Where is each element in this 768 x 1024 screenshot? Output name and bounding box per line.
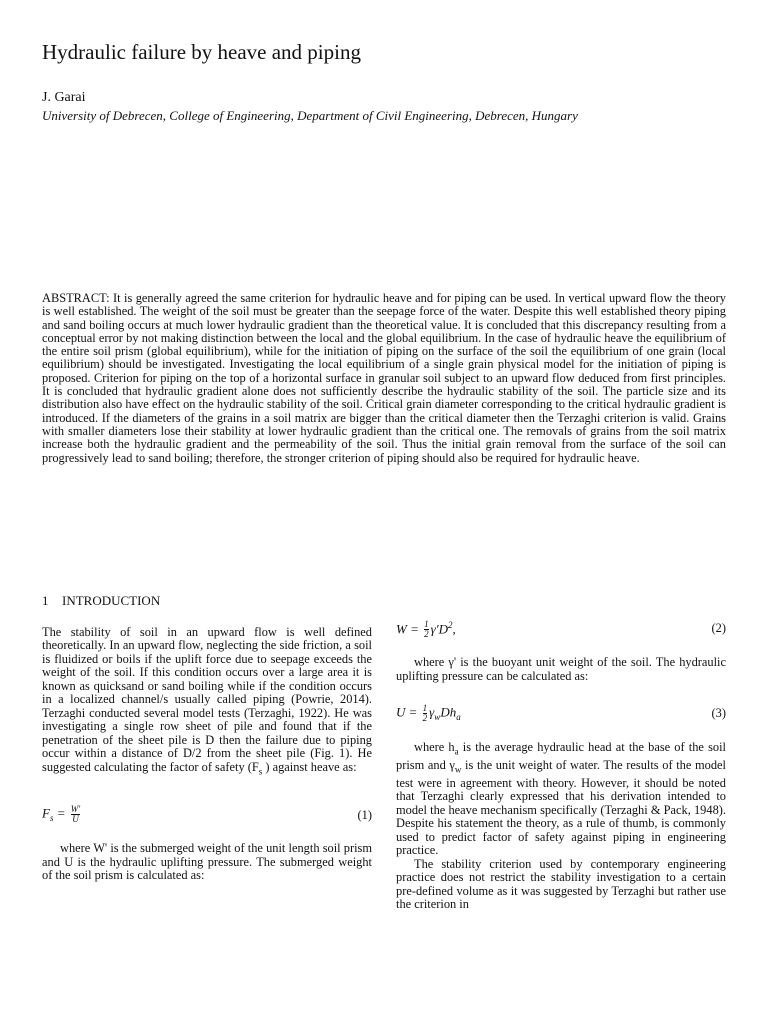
equation-2-label: (2) [711, 621, 726, 636]
equation-3-fraction: $\frac{1}{2}$ [422, 702, 428, 723]
section-title: INTRODUCTION [62, 593, 161, 608]
author-affiliation: University of Debrecen, College of Engineering, Department of Civil Engineering, Debrecen, Hungary [42, 108, 578, 123]
right-paragraph-3: The stability criterion used by contemporary engineering practice does not restrict the stability investigation to a certain pre-defined volume as it was suggested by Terzaghi but rather use the criterion in [396, 856, 726, 912]
right-paragraph-1: where γ' is the buoyant unit weight of the soil. The hydraulic uplifting pressure can be calculated as: [396, 655, 726, 683]
intro-paragraph-2: where W' is the submerged weight of the unit length soil prism and U is the hydraulic uplifting pressure. The submerged weight of the soil prism is calculated as: [42, 841, 372, 883]
equation-2-fraction: $\frac{1}{2}$ [424, 619, 429, 640]
section-heading [42, 594, 372, 608]
right-paragraph-2: where $h_a$ is the average hydraulic head at the base of the soil prism and $\gamma_w$ is the unit weight of water. The results of the model test were in agreement with theory. However, it should be noted that Terzaghi clearly expressed that his derivation intended to model the heave mechanism specifically (Terzaghi & Pack, 1948). Despite his statement the theory, as a rule of thumb, is commonly used to predict factor of safety against piping in engineering practice. [396, 740, 727, 858]
equation-1-body: $F_s$ = $\frac{W'}{U}$ [42, 804, 81, 825]
equation-3-body: U = $\frac{1}{2}$ $\gamma_wDh_a$ [396, 702, 461, 723]
equation-3 [396, 697, 726, 731]
left-column [42, 594, 372, 883]
intro-paragraph-1: The stability of soil in an upward flow is well defined theoretically. In an upward flow, neglecting the side friction, a soil is fluidized or boils if the uplift force due to seepage exceeds the weight of the soil. If this condition occurs over a large area it is known as quicksand or sand boiling while if the condition occurs in a localized channel/s usually called piping (Powrie, 2014). Terzaghi conducted several model tests (Terzaghi, 1922). He was investigating a single row sheet of pile and found that if the penetration of the sheet pile is D then the failure due to piping occur within a distance of D/2 from the sheet pile (Fig. 1). He suggested calculating the factor of safety ($F_s$ ) against heave as: [42, 624, 372, 776]
equation-1-label: (1) [357, 807, 372, 822]
equation-2 [396, 612, 726, 646]
equation-1-fraction: $\frac{W'}{U}$ [70, 804, 81, 825]
equation-3-label: (3) [711, 706, 726, 721]
author-name: J. Garai [42, 90, 86, 105]
equation-2-body: W = $\frac{1}{2}$ $\gamma'D^2$, [396, 619, 456, 640]
section-number: 1 [42, 593, 49, 608]
right-column [396, 612, 726, 912]
paper-title: Hydraulic failure by heave and piping [42, 40, 361, 64]
equation-1 [42, 798, 372, 832]
abstract: ABSTRACT: It is generally agreed the same criterion for hydraulic heave and for piping can be used. In vertical upward flow the theory is well established. The weight of the soil must be greater than the seepage force of the water. Despite this well established theory piping and sand boiling occurs at much lower hydraulic gradient than the theoretical value. It is concluded that this discrepancy resulting from a conceptual error by not making distinction between the local and the global equilibrium. In the case of hydraulic heave the equilibrium of the entire soil prism (global equilibrium), while for the initiation of piping on the surface of the soil the equilibrium of one grain (local equilibrium) should be investigated. Investigating the local equilibrium of a single grain physical model for the initiation of piping is proposed. Criterion for piping on the top of a horizontal surface in granular soil subject to an upward flow deduced from first principles. It is concluded that hydraulic gradient alone does not sufficiently describe the hydraulic stability of the soil. The particle size and its distribution also have effect on the hydraulic stability of the soil. Critical grain diameter corresponding to the critical hydraulic gradient is introduced. If the diameters of the grains in a soil matrix are bigger than the critical diameter then the Terzaghi criterion is valid. Grains with smaller diameters lose their stability at lower hydraulic gradient than the critical one. The removals of grains from the soil matrix increase both the hydraulic gradient and the permeability of the soil. Thus the initial grain removal from the surface of the soil can progressively lead to sand boiling; therefore, the stronger criterion of piping should also be required for hydraulic heave. [42, 291, 726, 465]
